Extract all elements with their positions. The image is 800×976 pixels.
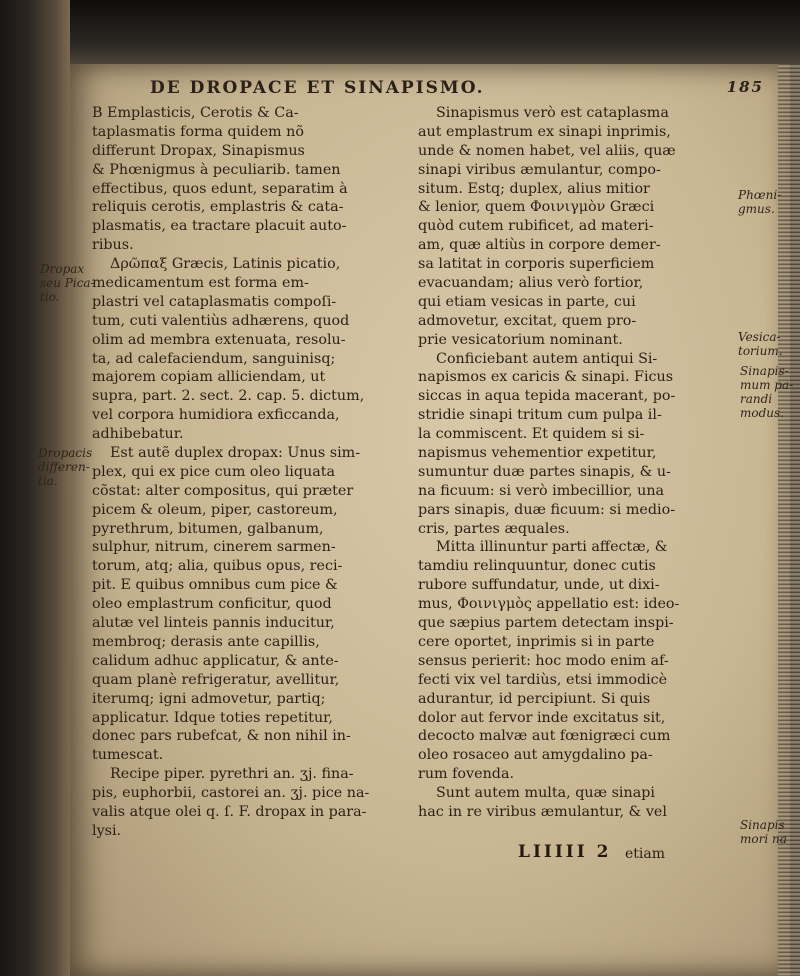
text-line: sulphur, nitrum, cinerem sarmen- — [92, 539, 336, 556]
page-title: DE DROPACE ET SINAPISMO. — [150, 78, 485, 98]
text-line: sinapi viribus æmulantur, compo- — [418, 161, 661, 178]
text-line: aut emplastrum ex sinapi inprimis, — [418, 123, 671, 140]
text-line: adhibebatur. — [92, 426, 184, 443]
text-line: prie vesicatorium nominant. — [418, 331, 623, 348]
text-line: torum, atq; alia, quibus opus, reci- — [92, 558, 343, 575]
text-line: & Phœnigmus à peculiarib. tamen — [92, 161, 341, 178]
text-line: tumescat. — [92, 747, 164, 764]
text-line: hac in re viribus æmulantur, & vel — [418, 803, 667, 820]
text-line: plastri vel cataplasmatis compoſi- — [92, 293, 337, 310]
text-line: Sinapismus verò est cataplasma — [436, 105, 669, 121]
signature-mark: LIIIII 2 — [518, 842, 612, 862]
text-line: ribus. — [92, 237, 134, 254]
text-line: situm. Estq; duplex, alius mitior — [418, 180, 650, 197]
text-line: rum fovenda. — [418, 766, 515, 783]
text-line: effectibus, quos edunt, separatim à — [92, 180, 348, 197]
left-text-column — [92, 104, 402, 841]
text-line: sumuntur duæ partes sinapis, & u- — [418, 463, 671, 480]
text-line: valis atque olei q. ſ. F. dropax in para- — [92, 803, 367, 820]
text-line: plasmatis, ea tractare placuit auto- — [92, 218, 347, 235]
book-gutter — [0, 0, 70, 976]
text-line: que sæpius partem detectam inspi- — [418, 615, 674, 632]
text-line: pyrethrum, bitumen, galbanum, — [92, 520, 324, 537]
text-line: siccas in aqua tepida macerant, po- — [418, 388, 676, 405]
text-line: differunt Dropax, Sinapismus — [92, 142, 305, 159]
text-line: reliquis cerotis, emplastris & cata- — [92, 199, 344, 216]
text-line: cris, partes æquales. — [418, 520, 570, 537]
text-line: vel corpora humidiora exficcanda, — [92, 407, 340, 424]
text-line: rubore suffundatur, unde, ut dixi- — [418, 577, 660, 594]
text-line: applicatur. Idque toties repetitur, — [92, 709, 333, 726]
text-line: fecti vix vel tardiùs, etsi immodicè — [418, 671, 668, 688]
text-line: evacuandam; alius verò fortior, — [418, 275, 644, 292]
text-line: ta, ad calefaciendum, sanguinisq; — [92, 350, 336, 367]
margin-note-vesicatorium: Vesica- torium. — [738, 330, 783, 358]
text-line: Sunt autem multa, quæ sinapi — [436, 785, 655, 802]
text-line: Est autẽ duplex dropax: Unus sim- — [110, 445, 361, 462]
text-line: unde & nomen habet, vel aliis, quæ — [418, 142, 676, 159]
text-line: & lenior, quem Φοινιγμὸν Græci — [418, 199, 655, 216]
text-line: majorem copiam alliciendam, ut — [92, 369, 326, 386]
margin-note-sinapis: Sinapis mori na — [740, 818, 787, 846]
text-line: am, quæ altiùs in corpore demer- — [418, 237, 661, 254]
text-line: pit. E quibus omnibus cum pice & — [92, 577, 338, 594]
page-number: 185 — [726, 78, 764, 96]
text-line: quam planè refrigeratur, avellitur, — [92, 671, 340, 688]
text-line: sensus perierit: hoc modo enim af- — [418, 652, 669, 669]
text-line: mus, Φοινιγμὸς appellatio est: ideo- — [418, 596, 680, 613]
background-shadow — [70, 0, 800, 64]
margin-note-dropacis: Dropacis differen- tia. — [38, 446, 93, 488]
text-line: pars sinapis, duæ ficuum: si medio- — [418, 501, 676, 518]
text-line: donec pars rubefcat, & non nihil in- — [92, 728, 351, 745]
text-line: decocto malvæ aut fœnigræci cum — [418, 728, 671, 745]
text-line: oleo emplastrum conficitur, quod — [92, 596, 332, 613]
text-line: iterumq; igni admovetur, partiq; — [92, 690, 326, 707]
text-line: oleo rosaceo aut amygdalino pa- — [418, 747, 653, 764]
margin-note-sinapismum: Sinapis- mum pa- randi modus. — [740, 364, 794, 420]
right-text-column — [418, 104, 736, 822]
text-line: napismus vehementior expetitur, — [418, 445, 657, 462]
text-line: qui etiam vesicas in parte, cui — [418, 293, 636, 310]
text-line: calidum adhuc applicatur, & ante- — [92, 652, 339, 669]
text-line: la commiscent. Et quidem si si- — [418, 426, 645, 443]
text-line: picem & oleum, piper, castoreum, — [92, 501, 338, 518]
text-line: admovetur, excitat, quem pro- — [418, 312, 637, 329]
text-line: dolor aut fervor inde excitatus sit, — [418, 709, 666, 726]
text-line: Δρῶπαξ Græcis, Latinis picatio, — [110, 256, 341, 273]
text-line: taplasmatis forma quidem nõ — [92, 123, 304, 140]
running-header — [150, 78, 770, 104]
text-line: tum, cuti valentiùs adhærens, quod — [92, 312, 350, 329]
text-line: medicamentum est forma em- — [92, 275, 309, 292]
text-line: pis, euphorbii, castorei an. ʒj. pice na- — [92, 785, 370, 802]
margin-note-dropax: Dropax seu Pica- tio. — [40, 262, 95, 304]
text-line: supra, part. 2. sect. 2. cap. 5. dictum, — [92, 388, 365, 405]
text-line: napismos ex caricis & sinapi. Ficus — [418, 369, 674, 386]
text-line: adurantur, id percipiunt. Si quis — [418, 690, 651, 707]
text-line: plex, qui ex pice cum oleo liquata — [92, 463, 336, 480]
text-line: stridie sinapi tritum cum pulpa il- — [418, 407, 662, 424]
text-line: alutæ vel linteis pannis inducitur, — [92, 615, 335, 632]
text-line: B Emplasticis, Cerotis & Ca- — [92, 105, 299, 121]
text-line: olim ad membra extenuata, resolu- — [92, 331, 346, 348]
catchword: etiam — [625, 846, 666, 862]
text-line: lysi. — [92, 822, 122, 839]
text-line: cere oportet, inprimis si in parte — [418, 633, 655, 650]
text-line: Mitta illinuntur parti affectæ, & — [436, 539, 668, 556]
text-line: sa latitat in corporis superficiem — [418, 256, 655, 273]
text-line: quòd cutem rubificet, ad materi- — [418, 218, 654, 235]
text-line: cõstat: alter compositus, qui præter — [92, 482, 354, 499]
text-line: tamdiu relinquuntur, donec cutis — [418, 558, 656, 575]
text-line: Recipe piper. pyrethri an. ʒj. fina- — [110, 766, 354, 783]
text-line: Conficiebant autem antiqui Si- — [436, 350, 658, 367]
text-line: membroq; derasis ante capillis, — [92, 633, 320, 650]
margin-note-phoenigmus: Phœni- gmus. — [738, 188, 782, 216]
text-line: na ficuum: si verò imbecillior, una — [418, 482, 665, 499]
